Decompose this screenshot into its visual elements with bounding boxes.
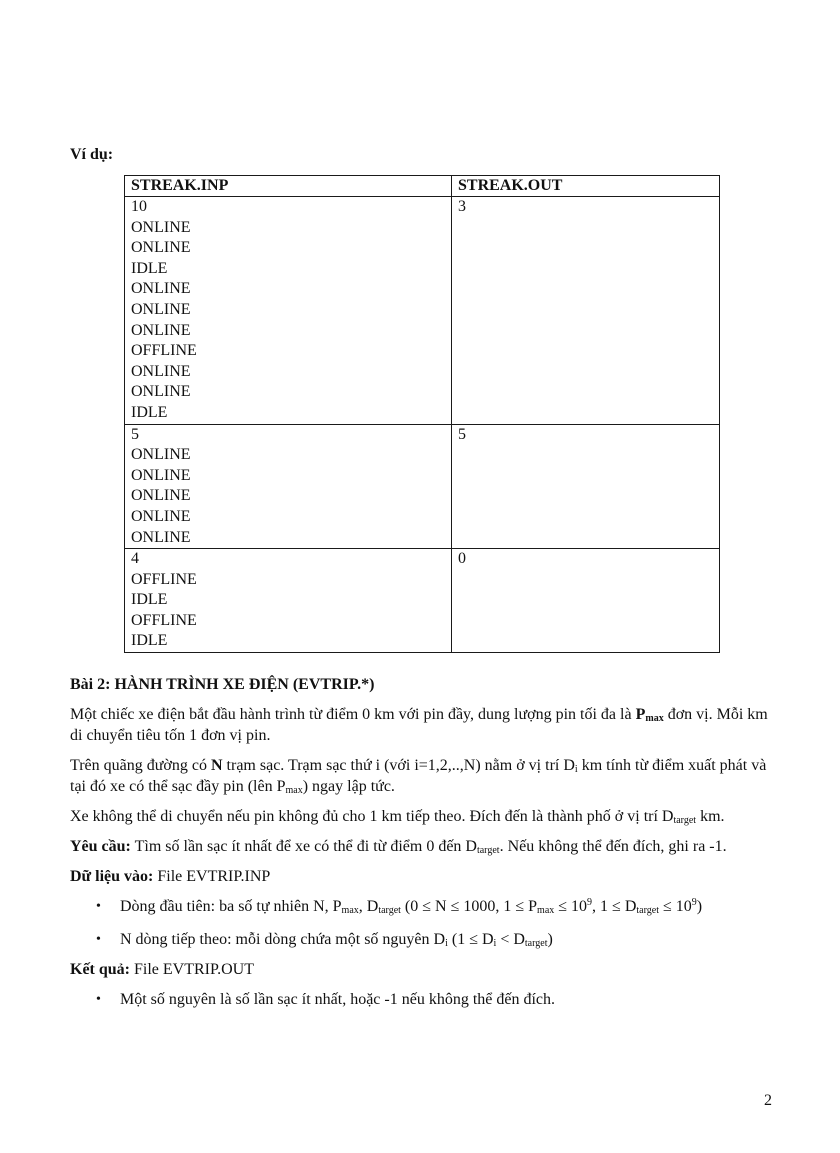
example-heading: Ví dụ:: [70, 146, 114, 163]
text: (0 ≤ N ≤ 1000, 1 ≤ P: [400, 898, 538, 915]
input-line: ONLINE: [131, 487, 191, 505]
output-line: 5: [458, 425, 466, 443]
input-line: ONLINE: [131, 362, 191, 380]
output-cell: [452, 197, 720, 425]
subscript: max: [537, 905, 555, 916]
text: P: [635, 706, 646, 723]
input-line: ONLINE: [131, 239, 191, 257]
input-line: ONLINE: [131, 528, 191, 546]
output-cell: [452, 549, 720, 653]
text: N dòng tiếp theo: mỗi dòng chứa một số nguyên D: [120, 931, 446, 948]
problem-title-suffix: (EVTRIP.*): [288, 676, 375, 693]
list-item: [70, 929, 780, 950]
input-line: IDLE: [131, 632, 168, 650]
output-line: 0: [458, 550, 466, 568]
text: ≤ 10: [658, 898, 692, 915]
paragraph-requirement: [70, 836, 780, 857]
text: trạm sạc. Trạm sạc thứ i (với i=1,2,..,N) nằm ở vị trí D: [222, 757, 575, 774]
text: < D: [496, 931, 525, 948]
text: ): [547, 931, 553, 948]
text: km tính từ điểm xuất phát và tại đó xe có thể sạc đầy pin (lên P: [70, 757, 767, 795]
subscript: max: [341, 905, 359, 916]
input-line: IDLE: [131, 403, 168, 421]
text: File EVTRIP.OUT: [130, 961, 254, 978]
subscript: max: [285, 785, 303, 796]
input-line: 10: [131, 198, 147, 215]
page-number: 2: [764, 1092, 772, 1109]
input-line: ONLINE: [131, 300, 191, 318]
table-header-row: [125, 176, 720, 197]
text: Một chiếc xe điện bắt đầu hành trình từ điểm 0 km với pin đầy, dung lượng pin tối đa là: [70, 706, 636, 723]
input-cell: [125, 549, 452, 653]
paragraph-output: [70, 959, 780, 980]
input-line: IDLE: [131, 591, 168, 609]
text: ) ngay lập tức.: [302, 778, 395, 795]
paragraph-destination: [70, 806, 780, 827]
output-line: 3: [458, 198, 466, 215]
input-cell: [125, 424, 452, 549]
input-line: OFFLINE: [131, 570, 197, 588]
text: Xe không thể di chuyển nếu pin không đủ cho 1 km tiếp theo. Đích đến là thành phố ở vị trí D: [70, 808, 674, 825]
superscript: 9: [587, 897, 593, 908]
input-line: ONLINE: [131, 321, 191, 339]
text: , 1 ≤ D: [592, 898, 637, 915]
subscript: target: [673, 815, 697, 826]
subscript: target: [476, 845, 500, 856]
input-line: ONLINE: [131, 218, 191, 236]
input-line: ONLINE: [131, 280, 191, 298]
table-row: [125, 424, 720, 549]
text: . Nếu không thể đến đích, ghi ra -1.: [499, 838, 727, 855]
paragraph-input: [70, 866, 780, 887]
subscript: max: [645, 713, 664, 724]
input-line: 4: [131, 550, 139, 568]
input-line: OFFLINE: [131, 342, 197, 360]
output-bullet-list: [70, 989, 780, 1010]
superscript: 9: [691, 897, 697, 908]
problem-title: [70, 674, 780, 695]
list-item: • Một số nguyên là số lần sạc ít nhất, hoặc -1 nếu không thể đến đích.: [70, 989, 780, 1010]
input-line: IDLE: [131, 259, 168, 277]
input-line: 5: [131, 425, 139, 443]
input-line: ONLINE: [131, 466, 191, 484]
problem-section: [70, 674, 780, 1019]
subscript: target: [524, 938, 548, 949]
subscript: target: [378, 905, 401, 916]
n-bold: N: [210, 757, 223, 774]
subscript: i: [445, 938, 448, 949]
pmax-bold: [636, 706, 664, 723]
text: (1 ≤ D: [447, 931, 494, 948]
text: Trên quãng đường có: [70, 757, 211, 774]
output-label: Kết quả:: [70, 961, 130, 978]
example-table: [124, 175, 720, 653]
subscript: i: [574, 764, 578, 775]
input-label: Dữ liệu vào:: [70, 868, 154, 885]
text: km.: [696, 808, 725, 825]
subscript: target: [636, 905, 659, 916]
text: ): [696, 898, 703, 915]
column-header-input: STREAK.INP: [125, 176, 452, 197]
input-line: OFFLINE: [131, 611, 197, 629]
paragraph-stations: [70, 755, 780, 797]
input-line: ONLINE: [131, 383, 191, 401]
text: đơn vị. Mỗi km di chuyển tiêu tốn 1 đơn vị pin.: [70, 706, 768, 744]
subscript: i: [493, 938, 497, 949]
input-line: ONLINE: [131, 446, 191, 464]
text: ≤ 10: [554, 898, 588, 915]
text: File EVTRIP.INP: [153, 868, 271, 885]
column-header-output: STREAK.OUT: [452, 176, 720, 197]
text: Tìm số lần sạc ít nhất để xe có thể đi từ điểm 0 đến D: [130, 838, 477, 855]
table-row: [125, 197, 720, 425]
input-line: ONLINE: [131, 507, 191, 525]
output-cell: [452, 424, 720, 549]
text: , D: [358, 898, 379, 915]
problem-title-bold: Bài 2: HÀNH TRÌNH XE ĐIỆN: [70, 676, 289, 693]
requirement-label: Yêu cầu:: [70, 838, 131, 855]
input-cell: [125, 197, 452, 425]
text: Dòng đầu tiên: ba số tự nhiên N, P: [120, 898, 342, 915]
input-bullet-list: [70, 896, 780, 950]
table-row: [125, 549, 720, 653]
paragraph-battery: [70, 704, 780, 746]
list-item: [70, 896, 780, 917]
